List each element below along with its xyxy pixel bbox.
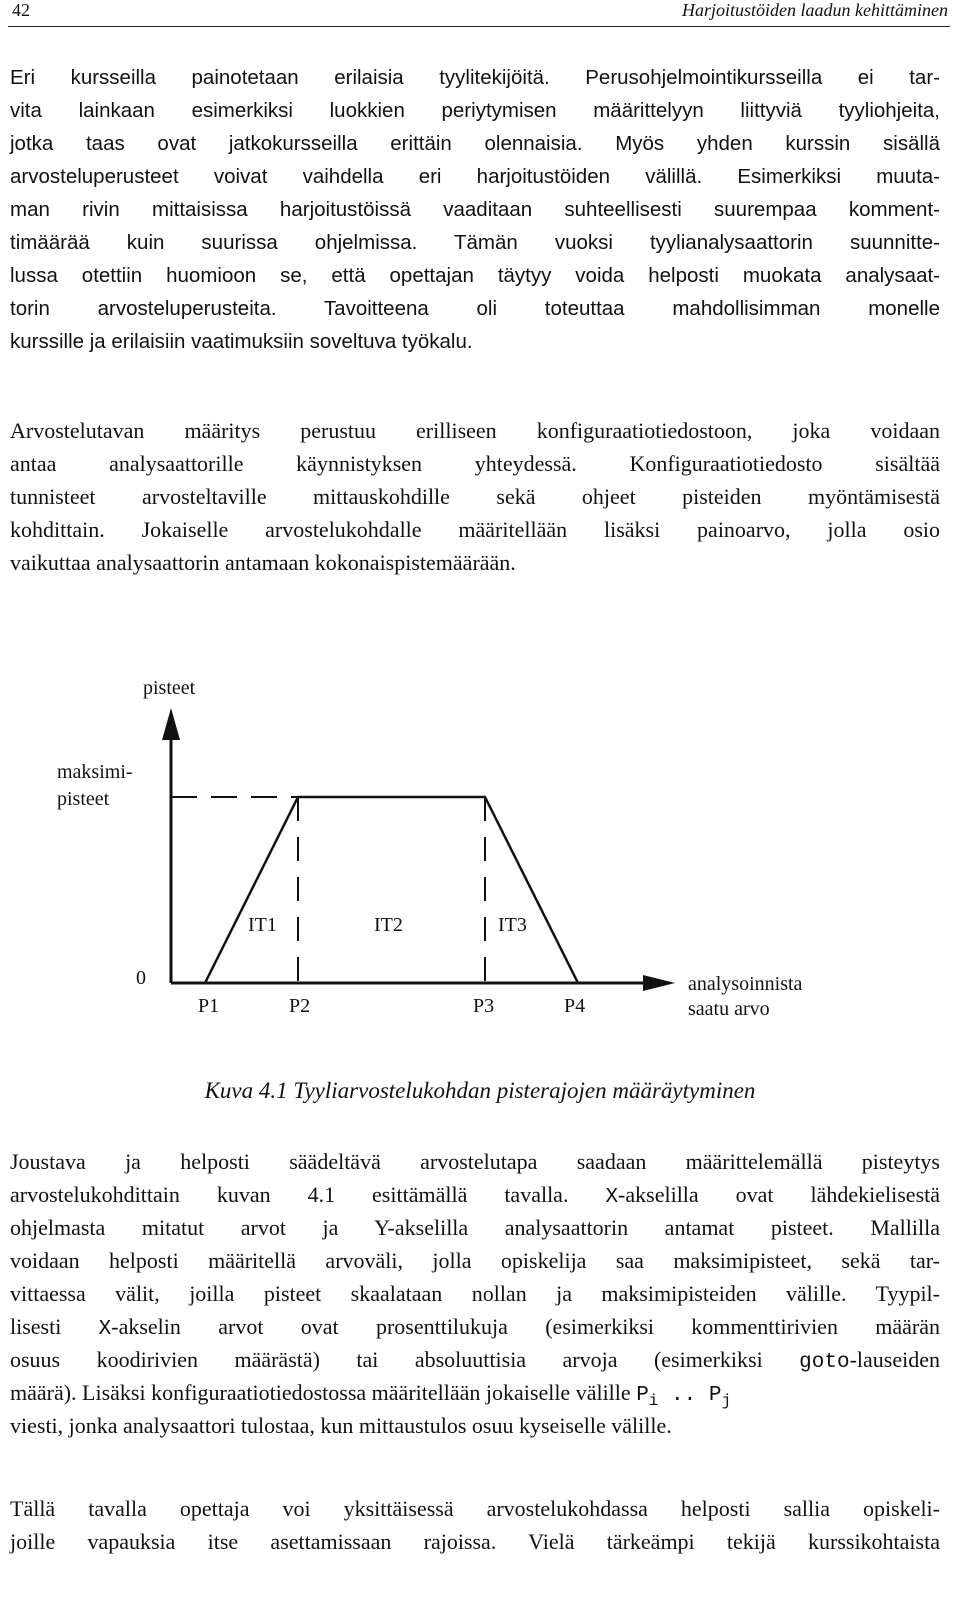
text-line: vaikuttaa analysaattorin antamaan kokonaispistemäärään. — [10, 550, 516, 575]
point-label-p1: P1 — [198, 995, 220, 1017]
text-line: Joustava ja helposti säädeltävä arvostelutapa saadaan määrittelemällä pisteytys — [10, 1149, 940, 1174]
x-axis-label-line2: saatu arvo — [688, 998, 770, 1020]
text-line: timäärää kuin suurissa ohjelmissa. Tämän vuoksi tyylianalysaattorin suunnitte- — [10, 231, 940, 254]
point-label-p4: P4 — [564, 995, 586, 1017]
code-x: X — [98, 1318, 112, 1341]
page-number: 42 — [12, 0, 30, 20]
text-line: joille vapauksia itse asettamissaan rajoissa. Vielä tärkeämpi tekijä kurssikohtaista — [10, 1529, 940, 1554]
code-x: X — [605, 1186, 619, 1209]
text-line: lisesti X-akselin arvot ovat prosenttilukuja (esimerkiksi kommenttirivien määrän — [10, 1314, 940, 1341]
max-label-line1: maksimi- — [57, 761, 133, 783]
code-goto: goto — [799, 1351, 850, 1374]
zero-label: 0 — [136, 967, 146, 989]
code-pj: $P_j$ — [708, 1384, 732, 1410]
text-line: jotka taas ovat jatkokursseilla erittäin olennaisia. Myös yhden kurssin sisällä — [10, 132, 940, 155]
paragraph-2 — [10, 414, 940, 579]
text-line: arvosteluperusteet voivat vaihdella eri harjoitustöiden välillä. Esimerkiksi muuta- — [10, 165, 940, 188]
y-axis-label: pisteet — [143, 677, 196, 699]
code-pi: $P_i$ — [636, 1384, 659, 1410]
text-line: viesti, jonka analysaattori tulostaa, kun mittaustulos osuu kyseiselle välille. — [10, 1413, 672, 1438]
text-line: arvostelukohdittain kuvan 4.1 esittämällä tavalla. X-akselilla ovat lähdekielisestä — [10, 1182, 941, 1209]
text-line: tunnisteet arvosteltaville mittauskohdille sekä ohjeet pisteiden myöntämisestä — [10, 484, 940, 509]
text-line: Eri kursseilla painotetaan erilaisia tyylitekijöitä. Perusohjelmointikursseilla ei tar- — [10, 66, 940, 89]
paragraph-4 — [10, 1492, 940, 1558]
text-line: ohjelmasta mitatut arvot ja Y-akselilla analysaattorin antamat pisteet. Mallilla — [10, 1215, 940, 1240]
text-line: antaa analysaattorille käynnistyksen yhteydessä. Konfiguraatiotiedosto sisältää — [10, 451, 940, 476]
text-line: lussa otettiin huomioon se, että opettajan täytyy voida helposti muokata analysaat- — [10, 264, 940, 287]
pisteraja-diagram — [0, 660, 960, 1040]
text-line: osuus koodirivien määrästä) tai absoluuttisia arvoja (esimerkiksi goto-lauseiden — [10, 1347, 940, 1374]
point-label-p2: P2 — [289, 995, 311, 1017]
text-line: Arvostelutavan määritys perustuu erilliseen konfiguraatiotiedostoon, joka voidaan — [10, 418, 940, 443]
text-line: torin arvosteluperusteita. Tavoitteena oli toteuttaa mahdollisimman monelle — [10, 297, 940, 320]
page-header — [8, 0, 950, 27]
text-line: kohdittain. Jokaiselle arvostelukohdalle määritellään lisäksi painoarvo, jolla osio — [10, 517, 940, 542]
text-line: vita lainkaan esimerkiksi luokkien periytymisen määrittelyyn liittyviä tyyliohjeita, — [10, 99, 940, 122]
text-line: voidaan helposti määritellä arvoväli, jolla opiskelija saa maksimipisteet, sekä tar- — [10, 1248, 940, 1273]
x-axis-label-line1: analysoinnista — [688, 973, 803, 995]
y-axis-arrowhead — [162, 708, 180, 740]
max-label-line2: pisteet — [57, 788, 110, 810]
paragraph-3 — [10, 1145, 940, 1442]
scoring-curve — [205, 797, 578, 983]
text-line: Tällä tavalla opettaja voi yksittäisessä arvostelukohdassa helposti sallia opiskeli- — [10, 1496, 940, 1521]
point-label-p3: P3 — [473, 995, 495, 1017]
text-line: kurssille ja erilaisiin vaatimuksiin soveltuva työkalu. — [10, 330, 473, 353]
x-axis-arrowhead — [643, 975, 675, 991]
interval-label-it2: IT2 — [374, 914, 403, 936]
paragraph-1 — [10, 61, 940, 358]
text-line: vittaessa välit, joilla pisteet skaalataan nollan ja maksimipisteiden välille. Tyypil- — [10, 1281, 940, 1306]
text-line: man rivin mittaisissa harjoitustöissä vaaditaan suhteellisesti suurempaa komment- — [10, 198, 940, 221]
interval-label-it1: IT1 — [248, 914, 277, 936]
interval-label-it3: IT3 — [498, 914, 527, 936]
text-line: määrä). Lisäksi konfiguraatiotiedostossa määritellään jokaiselle välille $P_i$ .. $P_j$ — [10, 1380, 732, 1410]
running-title: Harjoitustöiden laadun kehittäminen — [682, 0, 948, 20]
figure-caption: Kuva 4.1 Tyyliarvostelukohdan pisterajojen määräytyminen — [204, 1078, 756, 1103]
